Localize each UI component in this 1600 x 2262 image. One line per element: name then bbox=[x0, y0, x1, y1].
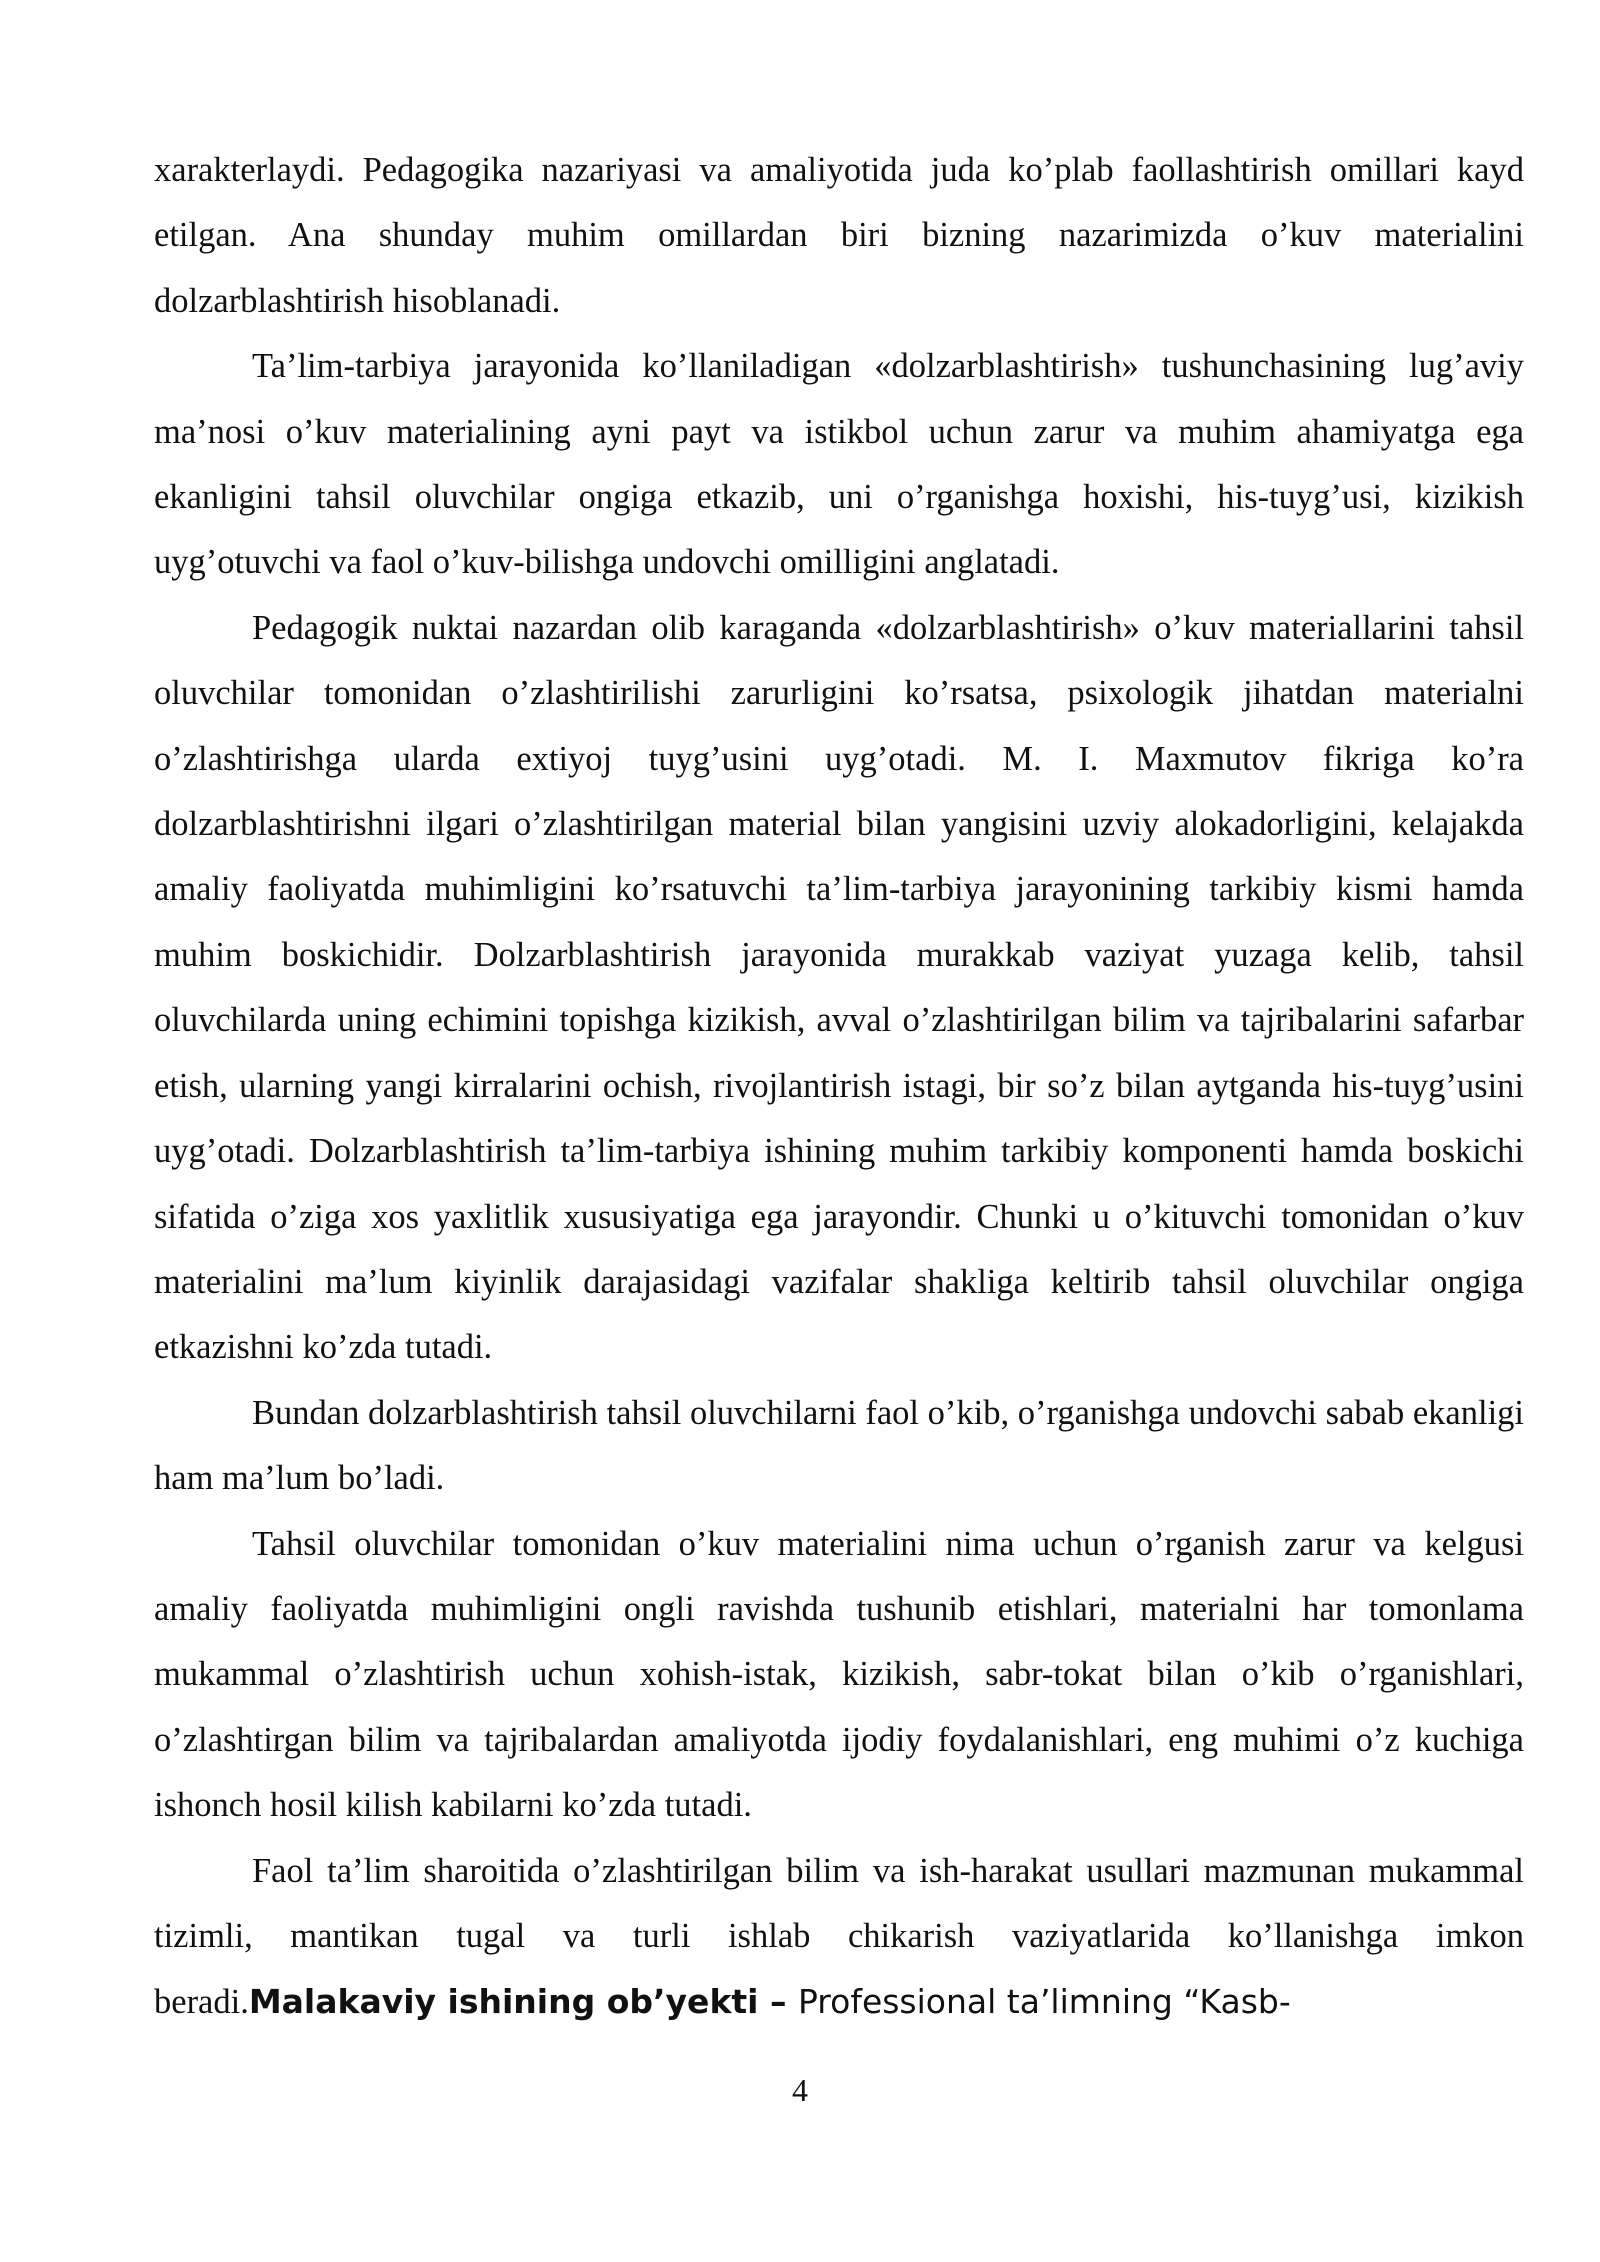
page-number: 4 bbox=[792, 2072, 808, 2108]
paragraph-6 bbox=[154, 1839, 1524, 2036]
paragraph-1: xarakterlaydi. Pedagogika nazariyasi va amaliyotida juda ko’plab faollashtirish omillari kayd etilgan. Ana shunday muhim omillardan biri bizning nazarimizda o’kuv materialini dolzarblashtirish hisoblanadi. bbox=[154, 151, 1524, 320]
paragraph-2: Ta’lim-tarbiya jarayonida ko’llaniladigan «dolzarblashtirish» tushunchasining lug’aviy ma’nosi o’kuv materialining ayni payt va istikbol uchun zarur va muhim ahamiyatga ega ekanligini tahsil oluvchilar ongiga etkazib, uni o’rganishga hoxishi, his-tuyg’usi, kizikish uyg’otuvchi va faol o’kuv-bilishga undovchi omilligini anglatadi. bbox=[154, 347, 1524, 582]
term-dash: – bbox=[758, 1982, 798, 2022]
paragraph-6-tail: Professional ta’limning “Kasb- bbox=[797, 1982, 1291, 2022]
object-term: Malakaviy ishining ob’yekti bbox=[248, 1982, 759, 2022]
paragraph-3: Pedagogik nuktai nazardan olib karaganda «dolzarblashtirish» o’kuv materiallarini tahsil oluvchilar tomonidan o’zlashtirilishi zarurligini ko’rsatsa, psixologik jihatdan materialni o’zlashtirishga ularda extiyoj tuyg’usini uyg’otadi. M. I. Maxmutov fikriga ko’ra dolzarblashtirishni ilgari o’zlashtirilgan material bilan yangisini uzviy alokadorligini, kelajakda amaliy faoliyatda muhimligini ko’rsatuvchi ta’lim-tarbiya jarayonining tarkibiy kismi hamda muhim boskichidir. Dolzarblashtirish jarayonida murakkab vaziyat yuzaga kelib, tahsil oluvchilarda uning echimini topishga kizikish, avval o’zlashtirilgan bilim va tajribalarini safarbar etish, ularning yangi kirralarini ochish, rivojlantirish istagi, bir so’z bilan aytganda his-tuyg’usini uyg’otadi. Dolzarblashtirish ta’lim-tarbiya ishining muhim tarkibiy komponenti hamda boskichi sifatida o’ziga xos yaxlitlik xususiyatiga ega jarayondir. Chunki u o’kituvchi tomonidan o’kuv materialini ma’lum kiyinlik darajasidagi vazifalar shakliga keltirib tahsil oluvchilar ongiga etkazishni ko’zda tutadi. bbox=[154, 608, 1524, 1367]
paragraph-5: Tahsil oluvchilar tomonidan o’kuv materialini nima uchun o’rganish zarur va kelgusi amaliy faoliyatda muhimligini ongli ravishda tushunib etishlari, materialni har tomonlama mukammal o’zlashtirish uchun xohish-istak, kizikish, sabr-tokat bilan o’kib o’rganishlari, o’zlashtirgan bilim va tajribalardan amaliyotda ijodiy foydalanishlari, eng muhimi o’z kuchiga ishonch hosil kilish kabilarni ko’zda tutadi. bbox=[154, 1524, 1524, 1825]
paragraph-4: Bundan dolzarblashtirish tahsil oluvchilarni faol o’kib, o’rganishga undovchi sabab ekanligi ham ma’lum bo’ladi. bbox=[154, 1393, 1524, 1498]
paragraph-6-text: Faol ta’lim sharoitida o’zlashtirilgan bilim va ish-harakat usullari mazmunan mukammal tizimli, mantikan tugal va turli ishlab chikarish vaziyatlarida ko’llanishga imkon beradi. bbox=[154, 1851, 1524, 2022]
document-page bbox=[154, 138, 1524, 2036]
